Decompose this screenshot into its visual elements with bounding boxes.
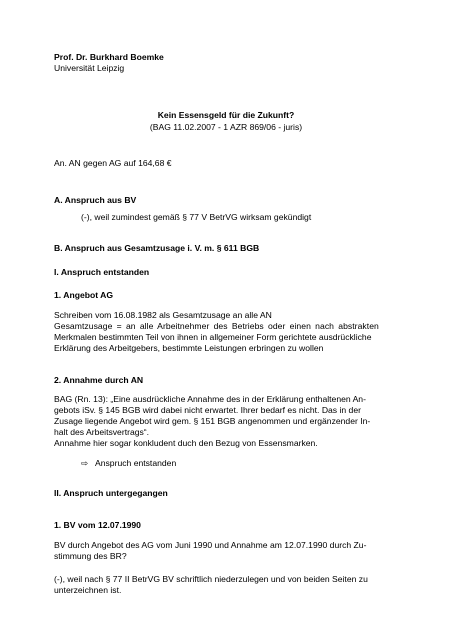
heading-sub-i: I. Anspruch entstanden xyxy=(54,267,150,277)
angebot-line: Gesamtzusage = an alle Arbeitnehmer des Betriebs oder einen nach abstrakten xyxy=(54,321,379,331)
bv-line: BV durch Angebot des AG vom Juni 1990 und Annahme am 12.07.1990 durch Zu- xyxy=(54,540,367,550)
bv2-line: (-), weil nach § 77 II BetrVG BV schriftlich niederzulegen und von beiden Seiten zu xyxy=(54,574,368,584)
angebot-line: Merkmalen bestimmten Teil von ihnen in allgemeiner Form gerichtete ausdrückliche xyxy=(54,332,372,342)
bv-line: stimmung des BR? xyxy=(54,551,127,561)
heading-bv: 1. BV vom 12.07.1990 xyxy=(54,520,141,530)
bv2-line: unterzeichnen ist. xyxy=(54,585,122,595)
angebot-line: Schreiben vom 16.08.1982 als Gesamtzusage an alle AN xyxy=(54,310,272,320)
annahme-line: BAG (Rn. 13): „Eine ausdrückliche Annahme des in der Erklärung enthaltenen An- xyxy=(54,394,366,404)
annahme-line: halt des Arbeitsvertrags“. xyxy=(54,427,150,437)
section-a-text: (-), weil zumindest gemäß § 77 V BetrVG wirksam gekündigt xyxy=(81,212,312,222)
heading-sub-ii: II. Anspruch untergegangen xyxy=(54,488,168,498)
author-name: Prof. Dr. Burkhard Boemke xyxy=(54,52,164,62)
case-citation: (BAG 11.02.2007 - 1 AZR 869/06 - juris) xyxy=(149,122,303,132)
institution: Universität Leipzig xyxy=(54,63,125,73)
heading-annahme: 2. Annahme durch AN xyxy=(54,375,144,385)
annahme-line: Annahme hier sogar konkludent duch den Bezug von Essensmarken. xyxy=(54,438,318,448)
claim-statement: An. AN gegen AG auf 164,68 € xyxy=(54,158,172,168)
document-title: Kein Essensgeld für die Zukunft? xyxy=(157,110,295,120)
result-line xyxy=(81,458,176,469)
heading-section-b: B. Anspruch aus Gesamtzusage i. V. m. § 611 BGB xyxy=(54,243,260,253)
angebot-line: Erklärung des Arbeitgebers, bestimmte Leistungen erbringen zu wollen xyxy=(54,343,324,353)
heading-angebot: 1. Angebot AG xyxy=(54,290,114,300)
annahme-line: gebots iSv. § 145 BGB wird dabei nicht erwartet. Ihrer bedarf es nicht. Das in der xyxy=(54,405,361,415)
arrow-right-icon: ⇨ xyxy=(81,458,89,468)
heading-section-a: A. Anspruch aus BV xyxy=(54,195,137,205)
annahme-line: Zusage liegende Angebot wird gem. § 151 BGB angenommen und ergänzender In- xyxy=(54,416,371,426)
result-text: Anspruch entstanden xyxy=(95,458,177,468)
